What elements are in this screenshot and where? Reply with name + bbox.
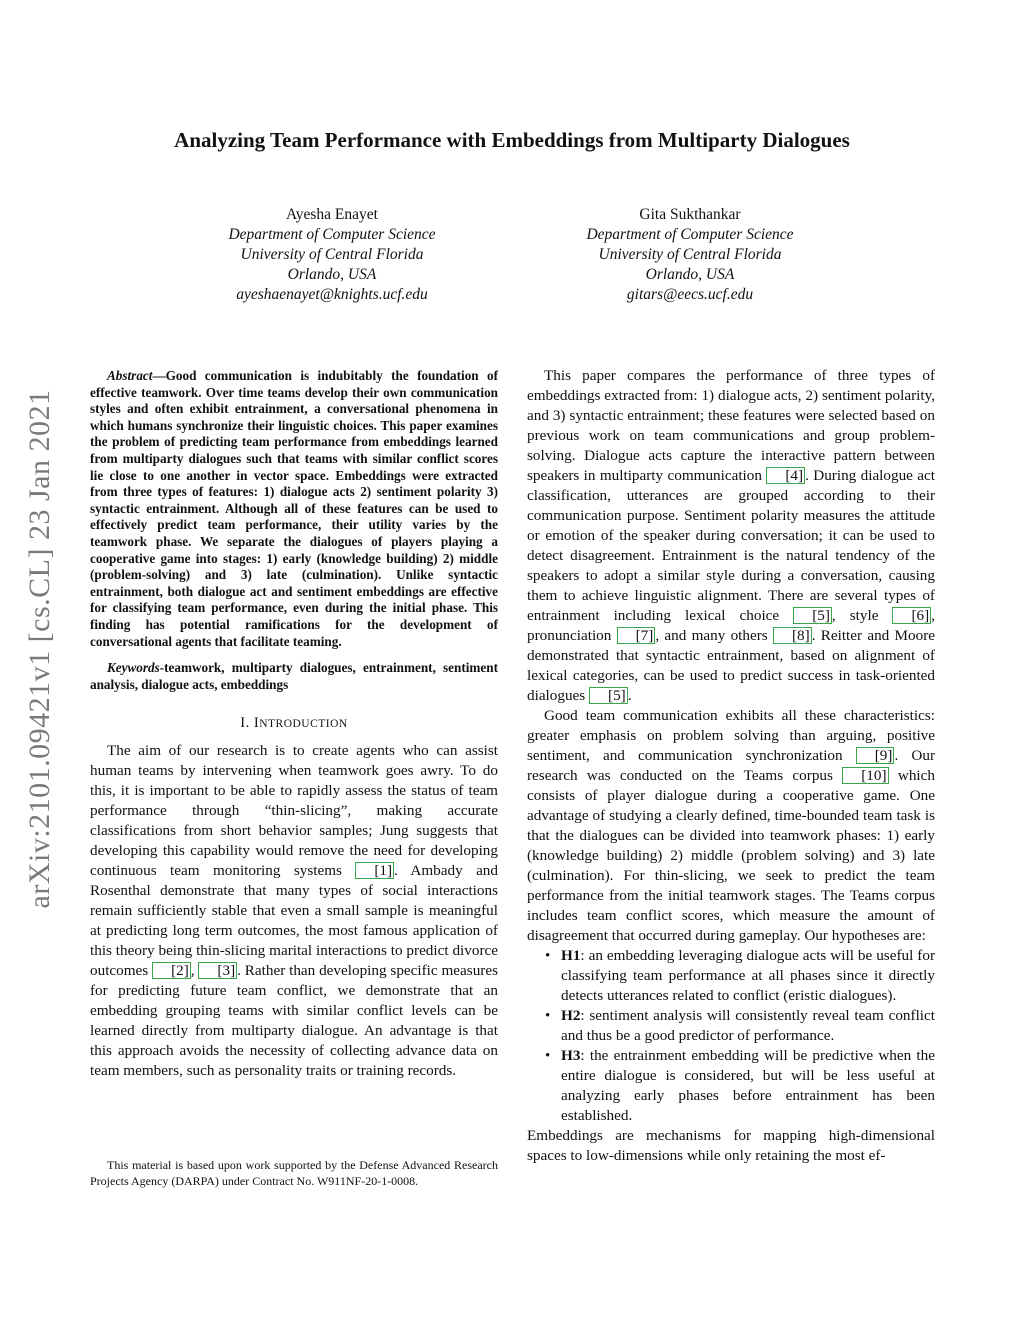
- author-block-1: [182, 205, 482, 305]
- arxiv-identifier: arXiv:2101.09421v1 [cs.CL] 23 Jan 2021: [23, 389, 56, 909]
- citation-link[interactable]: [3]: [198, 962, 237, 979]
- author-email: gitars@eecs.ucf.edu: [626, 286, 754, 303]
- paper-title: Analyzing Team Performance with Embeddings from Multiparty Dialogues: [174, 128, 850, 152]
- author-email: ayeshaenayet@knights.ucf.edu: [236, 286, 428, 303]
- hypothesis-label: H3: [561, 1047, 581, 1064]
- introduction-body: [90, 741, 498, 1081]
- text-run: . Our research was conducted on the Teams corpus: [527, 747, 936, 784]
- author-name: Ayesha Enayet: [286, 206, 378, 223]
- list-item: [527, 946, 935, 1006]
- text-run: , style: [831, 607, 893, 624]
- author-dept: Department of Computer Science: [228, 226, 436, 243]
- section-title-initial: I: [253, 715, 260, 732]
- author-block-2: [540, 205, 840, 305]
- text-run: .: [627, 687, 632, 704]
- right-column: [527, 366, 935, 1166]
- citation-link[interactable]: [5]: [793, 607, 832, 624]
- keywords-text: -teamwork, multiparty dialogues, entrainment, sentiment analysis, dialogue acts, embeddings: [90, 660, 498, 692]
- list-item: [527, 1006, 935, 1046]
- hypothesis-label: H1: [561, 947, 581, 964]
- text-run: . During dialogue act classification, utterances are grouped according to their communication purpose. Sentiment polarity measures the attitude or emotion of the speaker during conversation; it can be used to detect disagreement. Entrainment is the natural tendency of the speakers to adopt a similar style during a conversation, causing them to achieve linguistic alignment. There are several types of entrainment including lexical choice: [527, 467, 935, 624]
- left-column: [90, 368, 498, 1081]
- section-number: I.: [240, 715, 254, 732]
- bullet-icon: •: [545, 1007, 551, 1024]
- citation-link[interactable]: [2]: [152, 962, 191, 979]
- author-university: University of Central Florida: [598, 246, 782, 263]
- text-run: , pronunciation: [527, 607, 935, 644]
- paragraph: [90, 741, 498, 1081]
- citation-link[interactable]: [10]: [842, 767, 888, 784]
- bullet-icon: •: [545, 947, 551, 964]
- paragraph: [527, 366, 935, 706]
- hypothesis-text: : an embedding leveraging dialogue acts will be useful for classifying team performance at all phases since it directly detects utterances related to conflict (eristic dialogues).: [561, 947, 935, 1004]
- text-run: Good team communication exhibits all these characteristics: greater emphasis on problem solving than arguing, positive sentiment, and communication synchronization: [527, 707, 935, 764]
- text-run: which consists of player dialogue during a cooperative game. One advantage of studying a clearly defined, time-bounded team task is that the dialogues can be divided into teamwork phases: 1) early (knowledge building) 2) middle (problem solving) and 3) late (culmination). For thin-slicing, we seek to predict the team performance from the initial teamwork stages. The Teams corpus includes team conflict scores, which measure the amount of disagreement that occurred during gameplay. Our hypotheses are:: [527, 767, 935, 944]
- author-location: Orlando, USA: [645, 266, 735, 283]
- section-heading-introduction: [90, 715, 498, 733]
- hypothesis-text: : the entrainment embedding will be predictive when the entire dialogue is considered, but will be less useful at analyzing early phases before entrainment has been established.: [561, 1047, 935, 1124]
- text-run: The aim of our research is to create agents who can assist human teams by intervening when teamwork goes awry. To do this, it is important to be able to rapidly assess the status of team performance through “thin-slicing”, making accurate classifications from short behavior samples; Jung suggests that developing this capability would remove the need for developing continuous team monitoring systems: [90, 741, 498, 879]
- text-run: ,: [190, 961, 199, 979]
- author-dept: Department of Computer Science: [586, 226, 794, 243]
- bullet-icon: •: [545, 1047, 551, 1064]
- text-run: , and many others: [655, 627, 773, 644]
- footnote-text: This material is based upon work supported by the Defense Advanced Research Projects Agency (DARPA) under Contract No. W911NF-20-1-0008.: [90, 1158, 498, 1188]
- citation-link[interactable]: [6]: [892, 607, 931, 624]
- citation-link[interactable]: [8]: [773, 627, 812, 644]
- hypothesis-label: H2: [561, 1007, 581, 1024]
- keywords-label: Keywords: [107, 660, 160, 676]
- text-run: This paper compares the performance of three types of embeddings extracted from: 1) dialogue acts, 2) sentiment polarity, and 3) syntactic entrainment; these features were selected based on previous work on team communications and group problem-solving. Dialogue acts capture the interactive pattern between speakers in multiparty communication: [527, 367, 935, 484]
- author-university: University of Central Florida: [240, 246, 424, 263]
- keywords: [90, 660, 498, 693]
- citation-link[interactable]: [1]: [355, 862, 394, 879]
- author-location: Orlando, USA: [287, 266, 377, 283]
- paragraph: [527, 706, 935, 946]
- list-item: [527, 1046, 935, 1126]
- citation-link[interactable]: [7]: [617, 627, 656, 644]
- text-run: . Ambady and Rosenthal demonstrate that many types of social interactions remain sufficiently stable that even a small sample is meaningful at predicting long term outcomes, the most famous application of this theory being thin-slicing marital interactions to predict divorce outcomes: [90, 861, 498, 979]
- text-run: . Reitter and Moore demonstrated that syntactic entrainment, based on alignment of lexical categories, can be used to predict success in task-oriented dialogues: [527, 627, 936, 704]
- section-title-rest: NTRODUCTION: [259, 718, 348, 731]
- hypothesis-text: : sentiment analysis will consistently reveal team conflict and thus be a good predictor of performance.: [561, 1007, 935, 1044]
- citation-link[interactable]: [4]: [766, 467, 805, 484]
- hypothesis-list: [527, 946, 935, 1126]
- abstract: [90, 368, 498, 650]
- author-name: Gita Sukthankar: [639, 206, 741, 223]
- paragraph: Embeddings are mechanisms for mapping high-dimensional spaces to low-dimensions while only retaining the most ef-: [527, 1127, 935, 1164]
- abstract-label: Abstract: [107, 368, 153, 383]
- citation-link[interactable]: [9]: [856, 747, 895, 764]
- abstract-text: —Good communication is indubitably the foundation of effective teamwork. Over time teams develop their own communication styles and often exhibit entrainment, a conversational phenomena in which humans synchronize their linguistic choices. This paper examines the problem of predicting team performance from embeddings learned from multiparty dialogues such that teams with similar conflict scores lie close to one another in vector space. Embeddings were extracted from three types of features: 1) dialogue acts 2) sentiment polarity 3) syntactic entrainment. Although all of these features can be used to effectively predict team performance, their utility varies by the teamwork phase. We separate the dialogues of players playing a cooperative game into stages: 1) early (knowledge building) 2) middle (problem-solving) and 3) late (culmination). Unlike syntactic entrainment, both dialogue act and sentiment embeddings are effective for classifying team performance, even during the initial phase. This finding has potential ramifications for the development of conversational agents that facilitate teaming.: [90, 368, 498, 649]
- text-run: . Rather than developing specific measures for predicting future team conflict, we demonstrate that an embedding grouping teams with similar conflict levels can be learned directly from multiparty dialogue. An advantage is that this approach avoids the necessity of collecting advance data on team members, such as personality traits or training records.: [90, 961, 498, 1079]
- footnote: [90, 1158, 498, 1189]
- citation-link[interactable]: [5]: [589, 687, 628, 704]
